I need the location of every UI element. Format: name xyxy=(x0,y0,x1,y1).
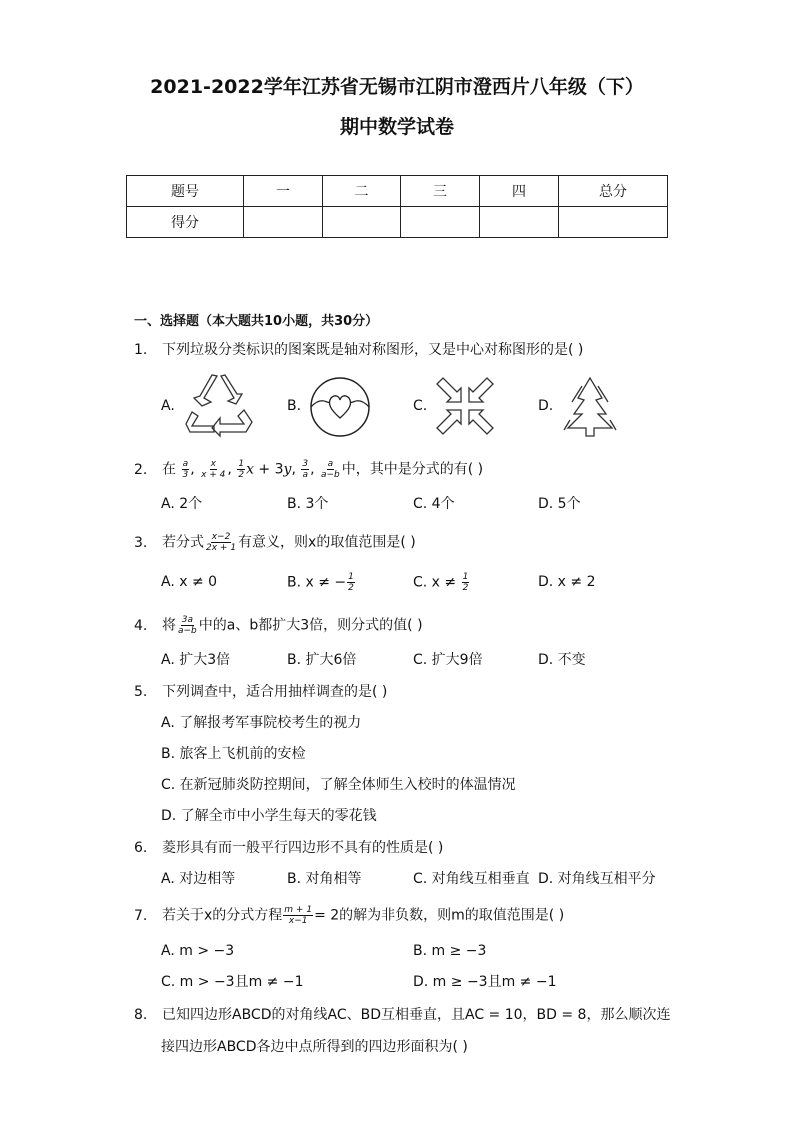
option-a: A. x ≠ 0 xyxy=(161,574,218,590)
question-7: 7. 若关于x的分式方程 $\frac{m + 1}{x-1}$ = 2的解为非负数，则m的取值范围是( ) xyxy=(134,905,565,926)
option-c: C. 扩大9倍 xyxy=(413,652,483,668)
recycle-tree-icon xyxy=(560,374,620,438)
option-b: B. 旅客上飞机前的安检 xyxy=(161,746,306,762)
option-b: B. m ≥ −3 xyxy=(413,943,487,959)
exam-title: 2021-2022学年江苏省无锡市江阴市澄西片八年级（下） xyxy=(150,76,644,98)
question-4: 4. 将 $\frac{3a}{a-b}$ 中的a、b都扩大3倍，则分式的值( ) xyxy=(134,615,423,636)
table-cell: 得分 xyxy=(127,207,244,238)
table-cell: 二 xyxy=(323,176,401,207)
option-d: D. 了解全市中小学生每天的零花钱 xyxy=(161,808,377,824)
fraction: $\frac{m + 1}{x-1}$ xyxy=(284,905,313,926)
fraction: $\frac{a}{3}$ xyxy=(182,459,189,480)
table-cell: 题号 xyxy=(127,176,244,207)
option-b: B. x ≠ − $\frac{1}{2}$ xyxy=(287,572,354,593)
table-cell: 一 xyxy=(244,176,323,207)
option-label: D. xyxy=(538,398,554,414)
fraction: $\frac{a}{a-b}$ xyxy=(320,459,340,480)
option-b: B. 对角相等 xyxy=(287,871,362,887)
option-d: D. m ≥ −3且m ≠ −1 xyxy=(413,974,557,990)
question-6: 6. 菱形具有而一般平行四边形不具有的性质是( ) xyxy=(134,840,444,856)
question-1: 1. 下列垃圾分类标识的图案既是轴对称图形，又是中心对称图形的是( ) xyxy=(134,342,584,358)
fraction: $\frac{x-2}{2x + 1}$ xyxy=(206,532,237,553)
option-c: C. 在新冠肺炎防控期间，了解全体师生入校时的体温情况 xyxy=(161,777,516,793)
fraction: $\frac{x}{x + 4}$ xyxy=(201,459,226,480)
section-heading: 一、选择题（本大题共10小题，共30分） xyxy=(134,314,379,329)
option-label: A. xyxy=(161,398,175,414)
question-3: 3. 若分式 $\frac{x-2}{2x + 1}$ 有意义，则x的取值范围是( ) xyxy=(134,532,416,553)
table-cell xyxy=(244,207,323,238)
option-a: A. 对边相等 xyxy=(161,871,236,887)
option-d: D. 5个 xyxy=(538,496,581,512)
option-d: D. x ≠ 2 xyxy=(538,574,596,590)
option-a: A. m > −3 xyxy=(161,943,235,959)
table-cell xyxy=(323,207,401,238)
question-8-continued: 接四边形ABCD各边中点所得到的四边形面积为( ) xyxy=(161,1039,468,1055)
option-d: D. 不变 xyxy=(538,652,586,668)
table-row xyxy=(127,176,668,207)
option-c: C. m > −3且m ≠ −1 xyxy=(161,974,304,990)
recycle-triangle-icon xyxy=(184,372,254,438)
option-label: C. xyxy=(413,398,428,414)
circle-with-heart-icon xyxy=(309,376,371,438)
four-arrows-inward-icon xyxy=(435,376,495,436)
option-b: B. 3个 xyxy=(287,496,329,512)
exam-subtitle: 期中数学试卷 xyxy=(339,116,454,138)
question-2: 2. 在 $\frac{a}{3}$ , $\frac{x}{x + 4}$ , $\frac{1}{2}$ x + 3y, $\frac{3}{a}$ , $\frac{a}{a-b}$ 中，其中是分式的有( ) xyxy=(134,459,484,480)
option-a: A. 扩大3倍 xyxy=(161,652,231,668)
score-table xyxy=(126,175,668,238)
option-c: C. 对角线互相垂直 xyxy=(413,871,530,887)
table-cell xyxy=(559,207,668,238)
table-cell: 四 xyxy=(480,176,559,207)
table-cell xyxy=(401,207,480,238)
table-cell xyxy=(480,207,559,238)
option-a: A. 了解报考军事院校考生的视力 xyxy=(161,715,362,731)
option-b: B. 扩大6倍 xyxy=(287,652,357,668)
option-d: D. 对角线互相平分 xyxy=(538,871,656,887)
fraction: $\frac{3}{a}$ xyxy=(302,459,309,480)
option-c: C. 4个 xyxy=(413,496,455,512)
table-cell: 总分 xyxy=(559,176,668,207)
question-5: 5. 下列调查中，适合用抽样调查的是( ) xyxy=(134,684,388,700)
question-8: 8. 已知四边形ABCD的对角线AC、BD互相垂直，且AC = 10，BD = 8，那么顺次连 xyxy=(134,1007,671,1023)
option-c: C. x ≠ $\frac{1}{2}$ xyxy=(413,572,469,593)
table-row xyxy=(127,207,668,238)
table-cell: 三 xyxy=(401,176,480,207)
option-a: A. 2个 xyxy=(161,496,203,512)
option-label: B. xyxy=(287,398,302,414)
fraction: $\frac{1}{2}$ xyxy=(238,459,245,480)
fraction: $\frac{3a}{a-b}$ xyxy=(178,615,197,636)
